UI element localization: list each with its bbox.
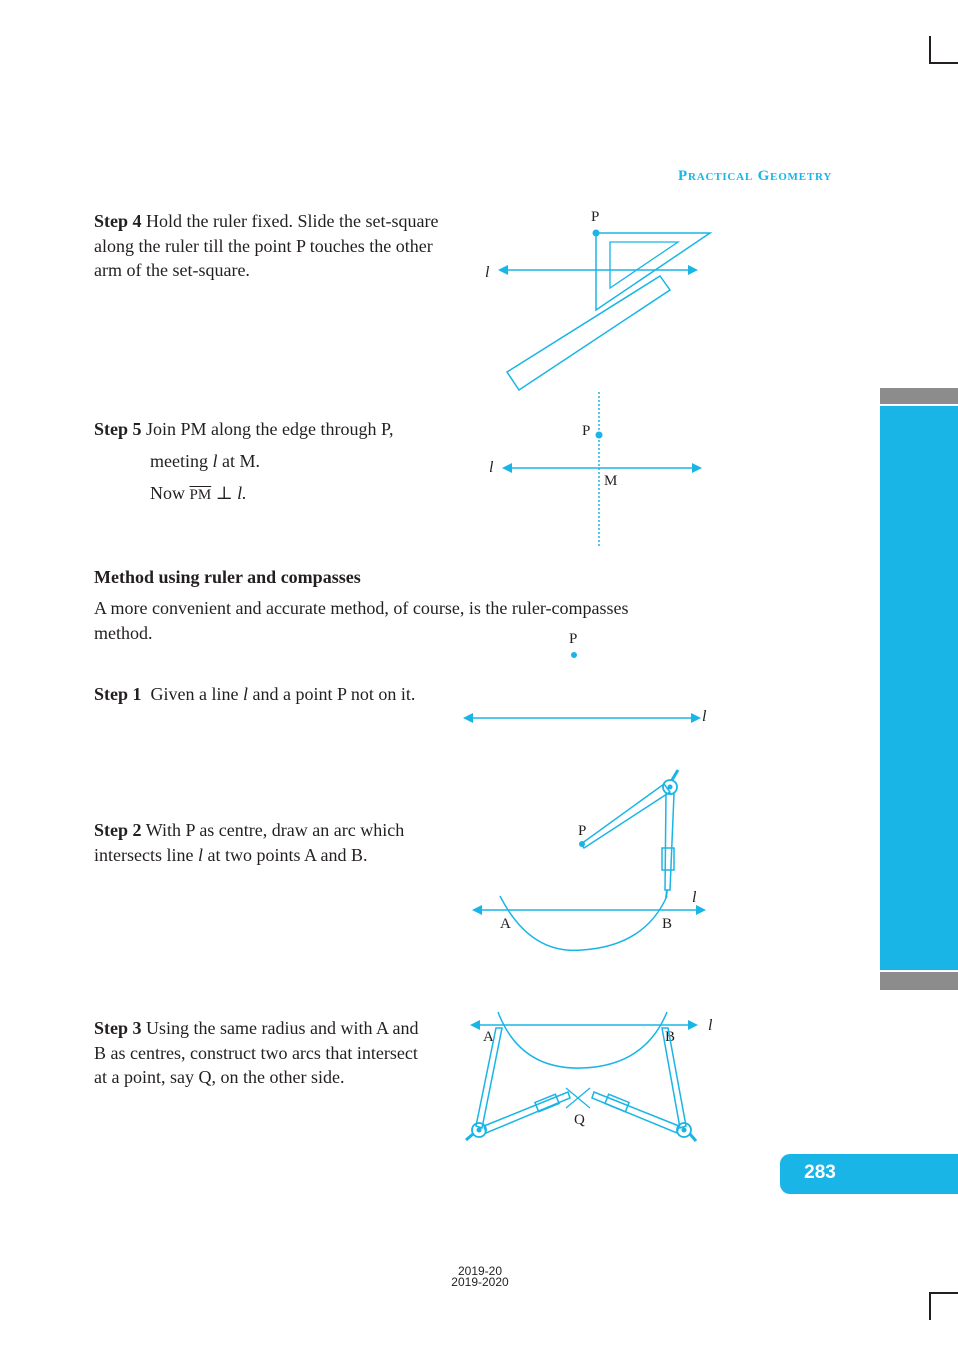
fig2-compass-leg-needle [581,784,670,848]
fig3-label-a: A [483,1029,494,1045]
crop-mark-top-horizontal [929,62,958,64]
fig2-compass-leg-pencil [665,794,674,890]
step5-figure [480,390,720,550]
fig5-label-m: M [604,473,618,489]
fig4-ruler [507,276,670,390]
step1-label: Step 1 [94,684,142,704]
crop-mark-top-vertical [929,36,931,64]
fig5-arrow-right [692,463,702,473]
fig3-right-compass-leg-pencil [592,1092,679,1133]
fig2-arc [500,896,667,950]
fig5-label-p: P [582,423,591,439]
fig5-label-l: l [489,459,494,476]
fig4-label-l: l [485,264,490,281]
method-line1: A more convenient and accurate method, of course, is the ruler-compasses [94,598,629,618]
fig3-arrow-right [688,1020,698,1030]
fig3-label-q: Q [574,1112,585,1128]
pm-segment: $\overline{PM}$ [189,487,212,503]
fig2-label-p: P [578,823,587,839]
step5-text [94,413,494,511]
fig3-right-pencil-clamp [605,1094,629,1112]
fig4-label-p: P [591,209,600,225]
fig3-label-b: B [665,1029,676,1045]
fig1-point-p [571,652,577,658]
fig2-compass-handle [672,770,678,780]
page-number: 283 [804,1162,836,1183]
fig3-arrow-left [470,1020,480,1030]
step2-text [94,818,474,867]
fig2-label-a: A [500,916,511,932]
fig1-arrow-right [691,713,701,723]
step4-figure [470,200,730,400]
fig2-label-b: B [662,916,673,932]
footer-line2: 2019-2020 [451,1275,509,1289]
fig2-arrow-right [696,905,706,915]
footer-year [430,1266,530,1288]
fig3-label-l: l [708,1017,713,1034]
fig5-arrow-left [502,463,512,473]
running-head: Practical Geometry [678,168,833,184]
step4-label: Step 4 [94,211,142,231]
step4-line3: arm of the set-square. [94,260,250,280]
crop-mark-bottom-vertical [929,1292,931,1320]
fig5-point-p [596,432,603,439]
step5-line2: meeting l at M. [150,451,260,471]
side-band-top-gray [880,388,958,404]
fig2-label-l: l [692,889,697,906]
step3-figure [460,1000,730,1160]
fig2-arrow-left [472,905,482,915]
page-number-tab [780,1154,958,1194]
side-band-blue [880,406,958,970]
step4-line2: along the ruler till the point P touches the other [94,235,433,256]
step3-line2: B as centres, construct two arcs that intersect [94,1042,418,1063]
step5-label: Step 5 [94,419,142,439]
step1-text [94,682,494,707]
fig3-main-arc [498,1012,667,1068]
step4-line1: Hold the ruler fixed. Slide the set-square [146,211,439,231]
method-line2: method. [94,622,153,643]
step2-label: Step 2 [94,820,142,840]
step3-label: Step 3 [94,1018,142,1038]
crop-mark-bottom-horizontal [929,1292,958,1294]
fig4-set-square-inner [610,242,678,288]
fig1-label-p: P [569,631,578,647]
fig1-label-l: l [702,708,707,725]
step3-line3: at a point, say Q, on the other side. [94,1067,345,1087]
step2-line1: With P as centre, draw an arc which [145,820,405,840]
step2-figure [460,760,720,960]
footer-line1: 2019-20 [457,1264,503,1278]
side-band-bottom-gray [880,972,958,990]
step4-text [94,209,494,283]
method-heading: Method using ruler and compasses [94,567,361,587]
step5-line1: Join PM along the edge through P, [146,419,394,439]
fig4-arrow-right [688,265,698,275]
step1-line: Given a line l and a point P not on it. [150,684,416,704]
step2-line2: intersects line l at two points A and B. [94,844,368,865]
step1-figure [455,625,725,735]
fig1-arrow-left [463,713,473,723]
step3-line1: Using the same radius and with A and [146,1018,419,1038]
step5-line3: Now $\overline{PM}$ ⊥ l. [150,483,247,503]
step3-text [94,1016,474,1090]
fig4-arrow-left [498,265,508,275]
